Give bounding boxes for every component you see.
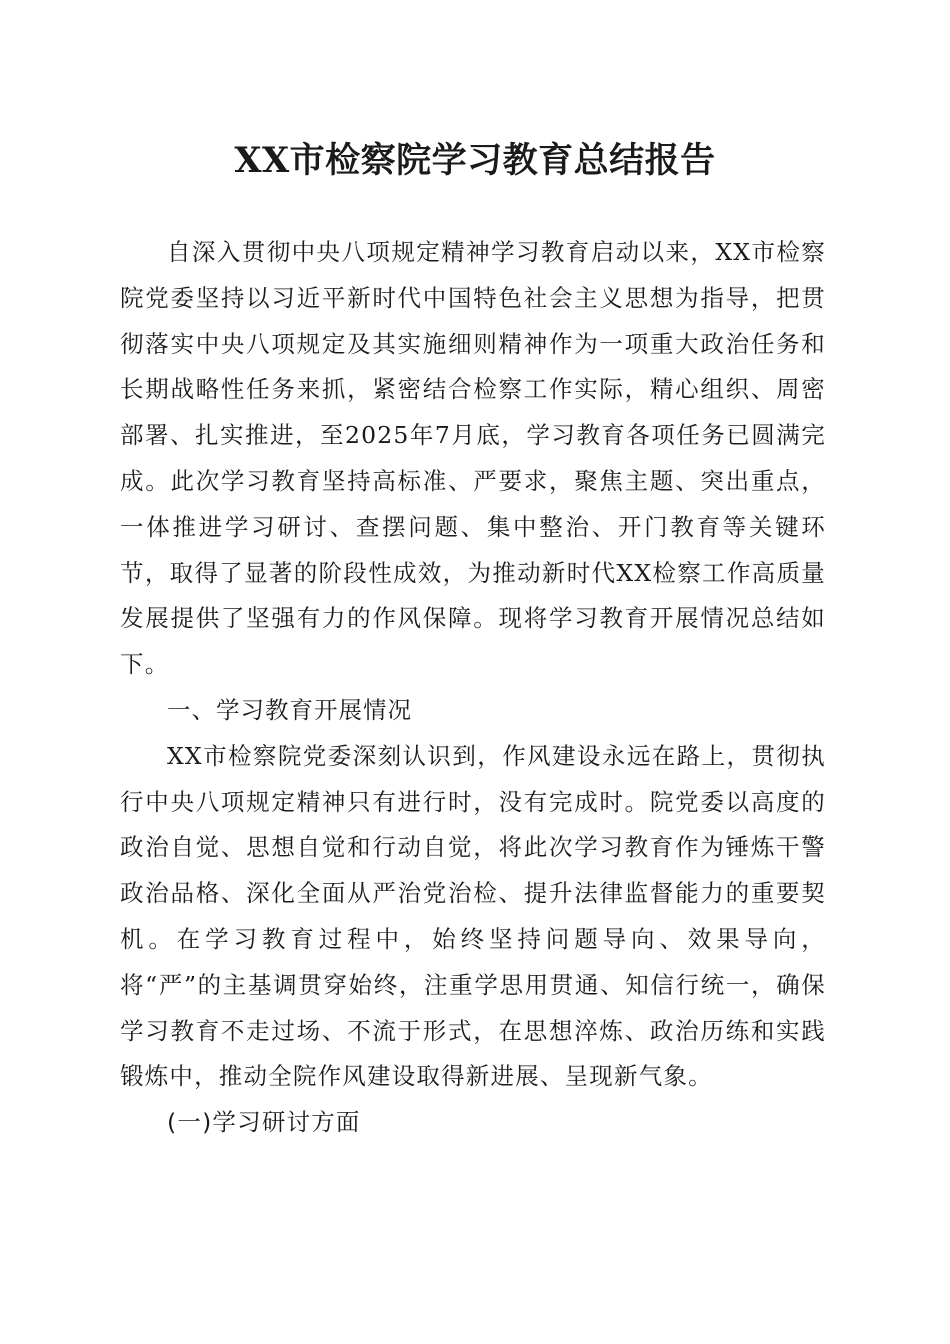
document-title: XX市检察院学习教育总结报告 (234, 140, 716, 181)
document-body (120, 230, 826, 1146)
section-paragraph: XX市检察院党委深刻认识到，作风建设永远在路上，贯彻执行中央八项规定精神只有进行时，没有完成时。院党委以高度的政治自觉、思想自觉和行动自觉，将此次学习教育作为锤炼干警政治品格、深化全面从严治党治检、提升法律监督能力的重要契机。在学习教育过程中，始终坚持问题导向、效果导向，将“严”的主基调贯穿始终，注重学思用贯通、知信行统一，确保学习教育不走过场、不流于形式，在思想淬炼、政治历练和实践锻炼中，推动全院作风建设取得新进展、呈现新气象。 (120, 741, 826, 1091)
intro-paragraph: 自深入贯彻中央八项规定精神学习教育启动以来，XX市检察院党委坚持以习近平新时代中国特色社会主义思想为指导，把贯彻落实中央八项规定及其实施细则精神作为一项重大政治任务和长期战略性任务来抓，紧密结合检察工作实际，精心组织、周密部署、扎实推进，至2025年7月底，学习教育各项任务已圆满完成。此次学习教育坚持高标准、严要求，聚焦主题、突出重点，一体推进学习研讨、查摆问题、集中整治、开门教育等关键环节，取得了显著的阶段性成效，为推动新时代XX检察工作高质量发展提供了坚强有力的作风保障。现将学习教育开展情况总结如下。 (120, 238, 826, 679)
section-heading: 一、学习教育开展情况 (167, 695, 412, 724)
subsection-heading: (一)学习研讨方面 (167, 1108, 361, 1137)
